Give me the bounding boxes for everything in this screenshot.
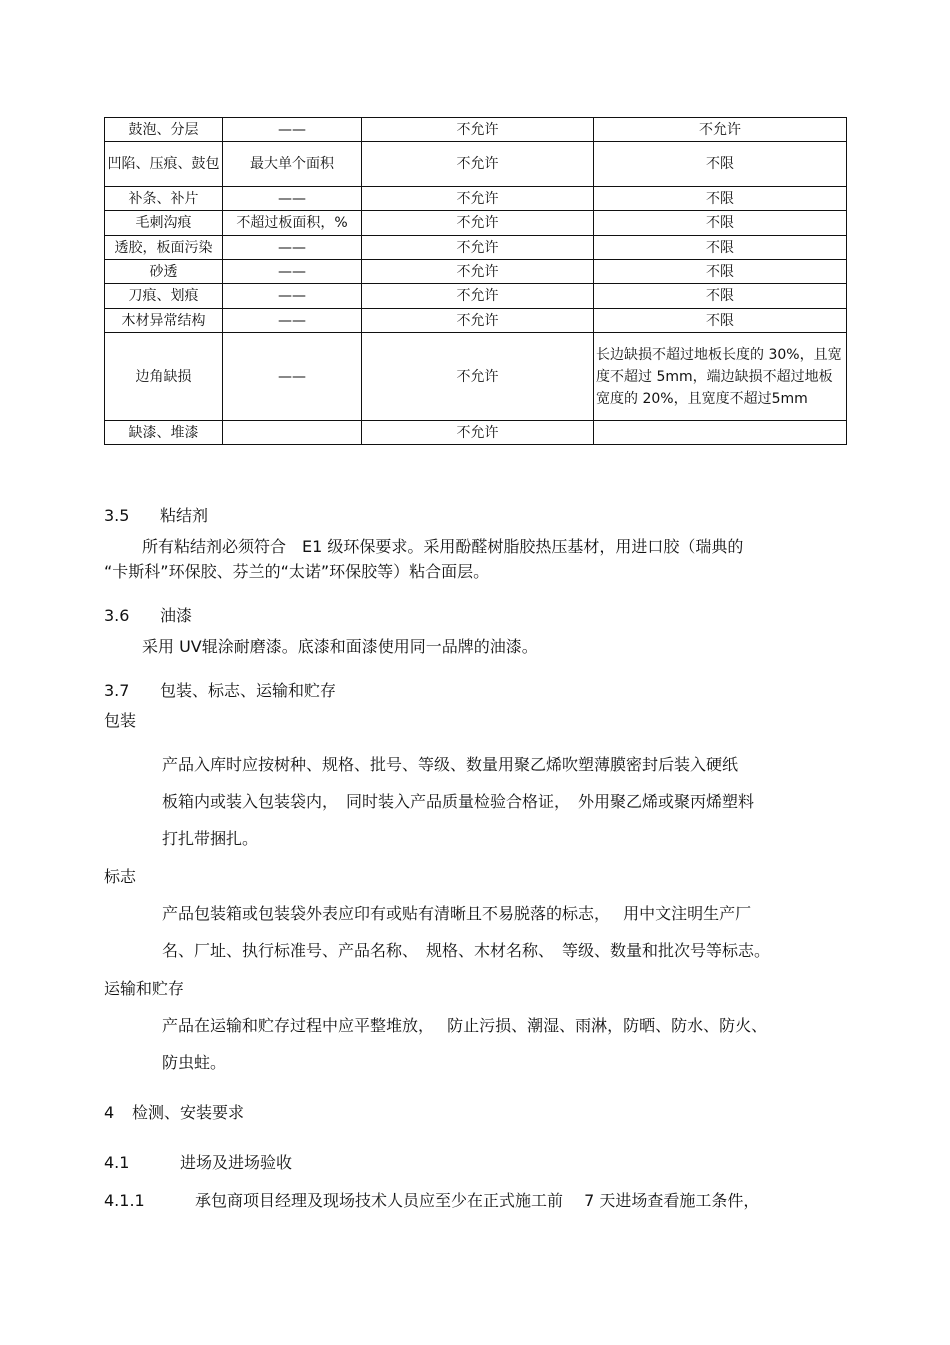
paragraph-line: 防虫蛀。 bbox=[162, 1053, 227, 1072]
defect-name-cell: 刀痕、划痕 bbox=[105, 284, 223, 309]
measure-cell: —— bbox=[223, 284, 362, 309]
grade-a-cell: 不允许 bbox=[362, 236, 594, 260]
measure-cell: 不超过板面积，% bbox=[223, 211, 362, 236]
measure-cell: —— bbox=[223, 236, 362, 260]
measure-cell: —— bbox=[223, 333, 362, 421]
section-number: 3.7 bbox=[104, 681, 130, 700]
section-title: 进场及进场验收 bbox=[180, 1153, 293, 1172]
section-number: 4.1 bbox=[104, 1153, 130, 1172]
section-3-6-heading bbox=[104, 606, 192, 626]
table-row bbox=[105, 333, 847, 421]
grade-b-cell: 不允许 bbox=[594, 118, 847, 142]
paragraph-line: “卡斯科”环保胶、芬兰的“太诺”环保胶等）粘合面层。 bbox=[104, 562, 490, 581]
table-row bbox=[105, 187, 847, 211]
table-row bbox=[105, 236, 847, 260]
grade-b-cell: 不限 bbox=[594, 211, 847, 236]
table-row bbox=[105, 142, 847, 187]
defect-name-cell: 砂透 bbox=[105, 260, 223, 284]
measure-cell: —— bbox=[223, 118, 362, 142]
section-3-7-heading bbox=[104, 681, 336, 701]
grade-a-cell: 不允许 bbox=[362, 260, 594, 284]
grade-b-cell: 不限 bbox=[594, 260, 847, 284]
defect-table bbox=[104, 117, 847, 445]
measure-cell: 最大单个面积 bbox=[223, 142, 362, 187]
section-number: 3.6 bbox=[104, 606, 130, 625]
subheading-packaging: 包装 bbox=[104, 711, 137, 730]
section-4-1-heading bbox=[104, 1153, 292, 1173]
grade-b-cell: 不限 bbox=[594, 142, 847, 187]
paragraph-text: 承包商项目经理及现场技术人员应至少在正式施工前 7 天进场查看施工条件， bbox=[195, 1191, 760, 1210]
paragraph-line: 所有粘结剂必须符合 E1 级环保要求。采用酚醛树脂胶热压基材，用进口胶（瑞典的 bbox=[142, 537, 744, 556]
table-row bbox=[105, 260, 847, 284]
section-3-5-heading bbox=[104, 506, 208, 526]
paragraph-line: 名、厂址、执行标准号、产品名称、 规格、木材名称、 等级、数量和批次号等标志。 bbox=[162, 941, 771, 960]
section-number: 4 bbox=[104, 1103, 115, 1122]
grade-a-cell: 不允许 bbox=[362, 142, 594, 187]
paragraph-line: 采用 UV辊涂耐磨漆。底漆和面漆使用同一品牌的油漆。 bbox=[142, 637, 538, 656]
measure-cell: —— bbox=[223, 309, 362, 333]
grade-a-cell: 不允许 bbox=[362, 421, 594, 445]
section-4-heading bbox=[104, 1103, 244, 1123]
defect-name-cell: 木材异常结构 bbox=[105, 309, 223, 333]
table-row bbox=[105, 284, 847, 309]
grade-a-cell: 不允许 bbox=[362, 284, 594, 309]
subheading-marking: 标志 bbox=[104, 867, 137, 886]
paragraph-line: 产品包装箱或包装袋外表应印有或贴有清晰且不易脱落的标志， 用中文注明生产厂 bbox=[162, 904, 752, 923]
grade-b-cell: 不限 bbox=[594, 284, 847, 309]
table-row bbox=[105, 118, 847, 142]
grade-b-cell bbox=[594, 421, 847, 445]
section-title: 粘结剂 bbox=[160, 506, 209, 525]
defect-name-cell: 鼓泡、分层 bbox=[105, 118, 223, 142]
section-4-1-1-paragraph bbox=[104, 1191, 759, 1211]
measure-cell: —— bbox=[223, 260, 362, 284]
grade-a-cell: 不允许 bbox=[362, 187, 594, 211]
defect-name-cell: 凹陷、压痕、鼓包 bbox=[105, 142, 223, 187]
grade-a-cell: 不允许 bbox=[362, 333, 594, 421]
section-number: 3.5 bbox=[104, 506, 130, 525]
grade-a-cell: 不允许 bbox=[362, 118, 594, 142]
defect-name-cell: 透胶，板面污染 bbox=[105, 236, 223, 260]
defect-name-cell: 缺漆、堆漆 bbox=[105, 421, 223, 445]
table-row bbox=[105, 211, 847, 236]
table-row bbox=[105, 421, 847, 445]
section-title: 包装、标志、运输和贮存 bbox=[160, 681, 337, 700]
defect-name-cell: 补条、补片 bbox=[105, 187, 223, 211]
defect-name-cell: 毛刺沟痕 bbox=[105, 211, 223, 236]
grade-b-cell: 不限 bbox=[594, 187, 847, 211]
paragraph-line: 打扎带捆扎。 bbox=[162, 829, 259, 848]
paragraph-line: 产品在运输和贮存过程中应平整堆放， 防止污损、潮湿、雨淋，防晒、防水、防火、 bbox=[162, 1016, 768, 1035]
measure-cell bbox=[223, 421, 362, 445]
measure-cell: —— bbox=[223, 187, 362, 211]
grade-b-cell: 长边缺损不超过地板长度的 30%，且宽度不超过 5mm，端边缺损不超过地板宽度的 20%，且宽度不超过5mm bbox=[594, 333, 847, 421]
defect-name-cell: 边角缺损 bbox=[105, 333, 223, 421]
section-title: 油漆 bbox=[160, 606, 193, 625]
grade-b-cell: 不限 bbox=[594, 236, 847, 260]
section-number: 4.1.1 bbox=[104, 1191, 145, 1210]
paragraph-line: 板箱内或装入包装袋内， 同时装入产品质量检验合格证， 外用聚乙烯或聚丙烯塑料 bbox=[162, 792, 755, 811]
grade-a-cell: 不允许 bbox=[362, 309, 594, 333]
table-row bbox=[105, 309, 847, 333]
paragraph-line: 产品入库时应按树种、规格、批号、等级、数量用聚乙烯吹塑薄膜密封后装入硬纸 bbox=[162, 755, 739, 774]
grade-a-cell: 不允许 bbox=[362, 211, 594, 236]
grade-b-cell: 不限 bbox=[594, 309, 847, 333]
section-title: 检测、安装要求 bbox=[132, 1103, 245, 1122]
subheading-transport: 运输和贮存 bbox=[104, 979, 185, 998]
